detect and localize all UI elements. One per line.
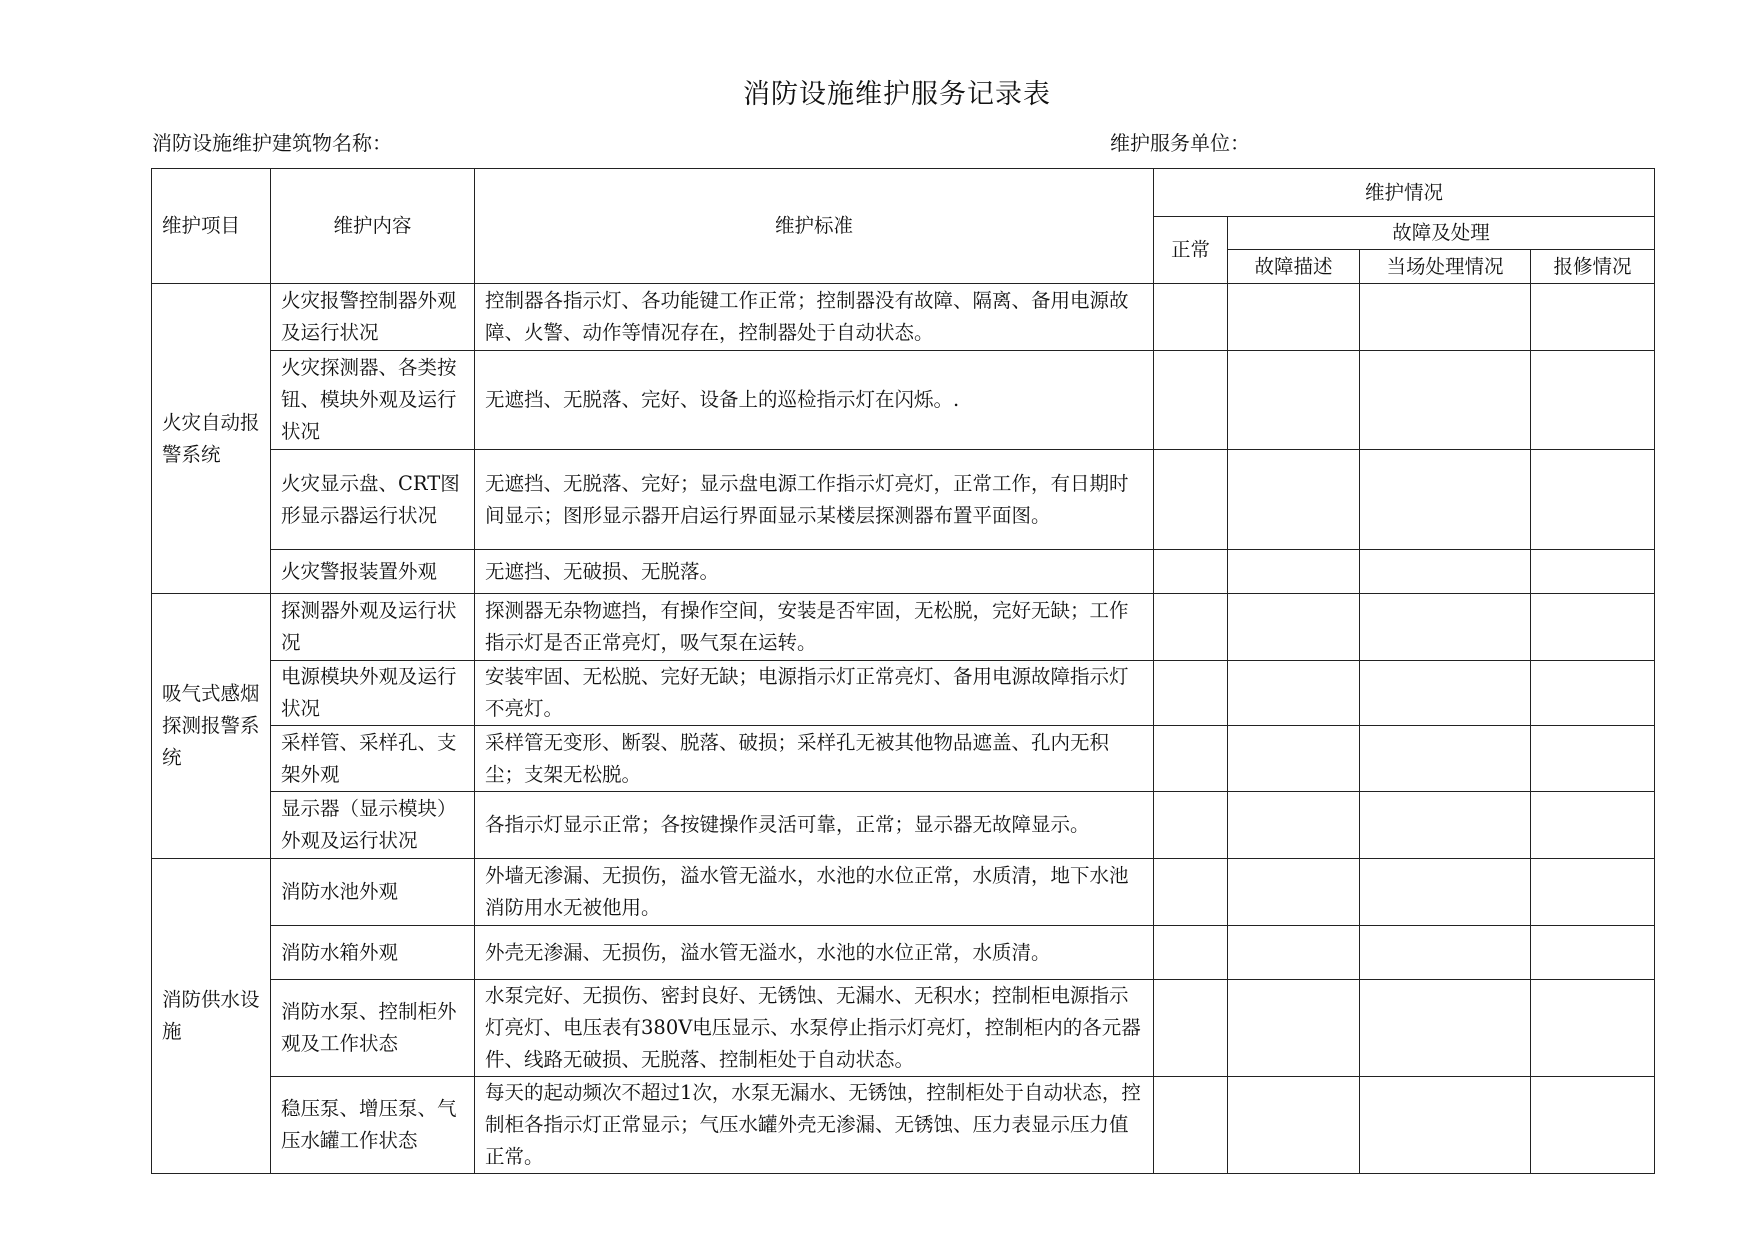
category-cell: 消防供水设施 bbox=[152, 859, 271, 1174]
repair-cell[interactable] bbox=[1531, 284, 1655, 351]
category-cell: 吸气式感烟探测报警系统 bbox=[152, 594, 271, 859]
onsite-cell[interactable] bbox=[1360, 859, 1531, 926]
normal-cell[interactable] bbox=[1154, 594, 1228, 661]
header-repair: 报修情况 bbox=[1531, 250, 1655, 284]
content-cell: 采样管、采样孔、支架外观 bbox=[271, 726, 475, 792]
header-standard: 维护标准 bbox=[475, 169, 1154, 284]
fault-desc-cell[interactable] bbox=[1228, 1077, 1360, 1174]
header-normal: 正常 bbox=[1154, 217, 1228, 284]
onsite-cell[interactable] bbox=[1360, 550, 1531, 594]
onsite-cell[interactable] bbox=[1360, 661, 1531, 726]
content-cell: 火灾报警控制器外观及运行状况 bbox=[271, 284, 475, 351]
repair-cell[interactable] bbox=[1531, 1077, 1655, 1174]
repair-cell[interactable] bbox=[1531, 550, 1655, 594]
service-unit-label: 维护服务单位： bbox=[1110, 131, 1250, 155]
normal-cell[interactable] bbox=[1154, 661, 1228, 726]
table-row bbox=[152, 450, 1655, 550]
repair-cell[interactable] bbox=[1531, 351, 1655, 450]
content-cell: 稳压泵、增压泵、气压水罐工作状态 bbox=[271, 1077, 475, 1174]
onsite-cell[interactable] bbox=[1360, 980, 1531, 1077]
content-cell: 消防水池外观 bbox=[271, 859, 475, 926]
normal-cell[interactable] bbox=[1154, 926, 1228, 980]
fault-desc-cell[interactable] bbox=[1228, 450, 1360, 550]
table-row bbox=[152, 550, 1655, 594]
standard-cell: 控制器各指示灯、各功能键工作正常；控制器没有故障、隔离、备用电源故障、火警、动作等情况存在，控制器处于自动状态。 bbox=[475, 284, 1154, 351]
repair-cell[interactable] bbox=[1531, 661, 1655, 726]
standard-cell: 水泵完好、无损伤、密封良好、无锈蚀、无漏水、无积水；控制柜电源指示灯亮灯、电压表有380V电压显示、水泵停止指示灯亮灯，控制柜内的各元器件、线路无破损、无脱落、控制柜处于自动状态。 bbox=[475, 980, 1154, 1077]
standard-cell: 外墙无渗漏、无损伤，溢水管无溢水，水池的水位正常，水质清，地下水池消防用水无被他用。 bbox=[475, 859, 1154, 926]
table-row bbox=[152, 859, 1655, 926]
normal-cell[interactable] bbox=[1154, 351, 1228, 450]
onsite-cell[interactable] bbox=[1360, 726, 1531, 792]
table-row bbox=[152, 980, 1655, 1077]
table-row bbox=[152, 594, 1655, 661]
standard-cell: 采样管无变形、断裂、脱落、破损；采样孔无被其他物品遮盖、孔内无积尘；支架无松脱。 bbox=[475, 726, 1154, 792]
table-row bbox=[152, 926, 1655, 980]
table-row bbox=[152, 726, 1655, 792]
onsite-cell[interactable] bbox=[1360, 351, 1531, 450]
header-status: 维护情况 bbox=[1154, 169, 1655, 217]
standard-cell: 无遮挡、无破损、无脱落。 bbox=[475, 550, 1154, 594]
fault-desc-cell[interactable] bbox=[1228, 926, 1360, 980]
repair-cell[interactable] bbox=[1531, 980, 1655, 1077]
building-name-label: 消防设施维护建筑物名称： bbox=[152, 131, 392, 155]
content-cell: 火灾探测器、各类按钮、模块外观及运行状况 bbox=[271, 351, 475, 450]
header-onsite: 当场处理情况 bbox=[1360, 250, 1531, 284]
standard-cell: 无遮挡、无脱落、完好；显示盘电源工作指示灯亮灯，正常工作，有日期时间显示；图形显示器开启运行界面显示某楼层探测器布置平面图。 bbox=[475, 450, 1154, 550]
normal-cell[interactable] bbox=[1154, 980, 1228, 1077]
fault-desc-cell[interactable] bbox=[1228, 726, 1360, 792]
header-fault: 故障及处理 bbox=[1228, 217, 1655, 250]
standard-cell: 探测器无杂物遮挡，有操作空间，安装是否牢固，无松脱，完好无缺；工作指示灯是否正常亮灯，吸气泵在运转。 bbox=[475, 594, 1154, 661]
content-cell: 火灾警报装置外观 bbox=[271, 550, 475, 594]
onsite-cell[interactable] bbox=[1360, 926, 1531, 980]
standard-cell: 外壳无渗漏、无损伤，溢水管无溢水，水池的水位正常，水质清。 bbox=[475, 926, 1154, 980]
table-row bbox=[152, 284, 1655, 351]
standard-cell: 无遮挡、无脱落、完好、设备上的巡检指示灯在闪烁。. bbox=[475, 351, 1154, 450]
fault-desc-cell[interactable] bbox=[1228, 792, 1360, 859]
fault-desc-cell[interactable] bbox=[1228, 594, 1360, 661]
repair-cell[interactable] bbox=[1531, 926, 1655, 980]
header-fault-desc: 故障描述 bbox=[1228, 250, 1360, 284]
table-row bbox=[152, 792, 1655, 859]
fault-desc-cell[interactable] bbox=[1228, 661, 1360, 726]
normal-cell[interactable] bbox=[1154, 1077, 1228, 1174]
standard-cell: 各指示灯显示正常；各按键操作灵活可靠，正常；显示器无故障显示。 bbox=[475, 792, 1154, 859]
fault-desc-cell[interactable] bbox=[1228, 550, 1360, 594]
fault-desc-cell[interactable] bbox=[1228, 351, 1360, 450]
normal-cell[interactable] bbox=[1154, 284, 1228, 351]
onsite-cell[interactable] bbox=[1360, 594, 1531, 661]
content-cell: 火灾显示盘、CRT图形显示器运行状况 bbox=[271, 450, 475, 550]
header-item: 维护项目 bbox=[152, 169, 271, 284]
fault-desc-cell[interactable] bbox=[1228, 980, 1360, 1077]
normal-cell[interactable] bbox=[1154, 792, 1228, 859]
standard-cell: 每天的起动频次不超过1次，水泵无漏水、无锈蚀，控制柜处于自动状态，控制柜各指示灯正常显示；气压水罐外壳无渗漏、无锈蚀、压力表显示压力值正常。 bbox=[475, 1077, 1154, 1174]
onsite-cell[interactable] bbox=[1360, 284, 1531, 351]
repair-cell[interactable] bbox=[1531, 594, 1655, 661]
onsite-cell[interactable] bbox=[1360, 1077, 1531, 1174]
content-cell: 消防水泵、控制柜外观及工作状态 bbox=[271, 980, 475, 1077]
repair-cell[interactable] bbox=[1531, 726, 1655, 792]
repair-cell[interactable] bbox=[1531, 859, 1655, 926]
normal-cell[interactable] bbox=[1154, 450, 1228, 550]
table-row bbox=[152, 1077, 1655, 1174]
page-title: 消防设施维护服务记录表 bbox=[743, 79, 1051, 110]
normal-cell[interactable] bbox=[1154, 550, 1228, 594]
onsite-cell[interactable] bbox=[1360, 450, 1531, 550]
repair-cell[interactable] bbox=[1531, 792, 1655, 859]
table-row bbox=[152, 351, 1655, 450]
content-cell: 显示器（显示模块）外观及运行状况 bbox=[271, 792, 475, 859]
normal-cell[interactable] bbox=[1154, 859, 1228, 926]
table-row bbox=[152, 661, 1655, 726]
fault-desc-cell[interactable] bbox=[1228, 284, 1360, 351]
header-content: 维护内容 bbox=[271, 169, 475, 284]
category-cell: 火灾自动报警系统 bbox=[152, 284, 271, 594]
onsite-cell[interactable] bbox=[1360, 792, 1531, 859]
maintenance-record-table bbox=[151, 168, 1655, 1174]
standard-cell: 安装牢固、无松脱、完好无缺；电源指示灯正常亮灯、备用电源故障指示灯不亮灯。 bbox=[475, 661, 1154, 726]
content-cell: 探测器外观及运行状况 bbox=[271, 594, 475, 661]
normal-cell[interactable] bbox=[1154, 726, 1228, 792]
content-cell: 电源模块外观及运行状况 bbox=[271, 661, 475, 726]
content-cell: 消防水箱外观 bbox=[271, 926, 475, 980]
fault-desc-cell[interactable] bbox=[1228, 859, 1360, 926]
repair-cell[interactable] bbox=[1531, 450, 1655, 550]
